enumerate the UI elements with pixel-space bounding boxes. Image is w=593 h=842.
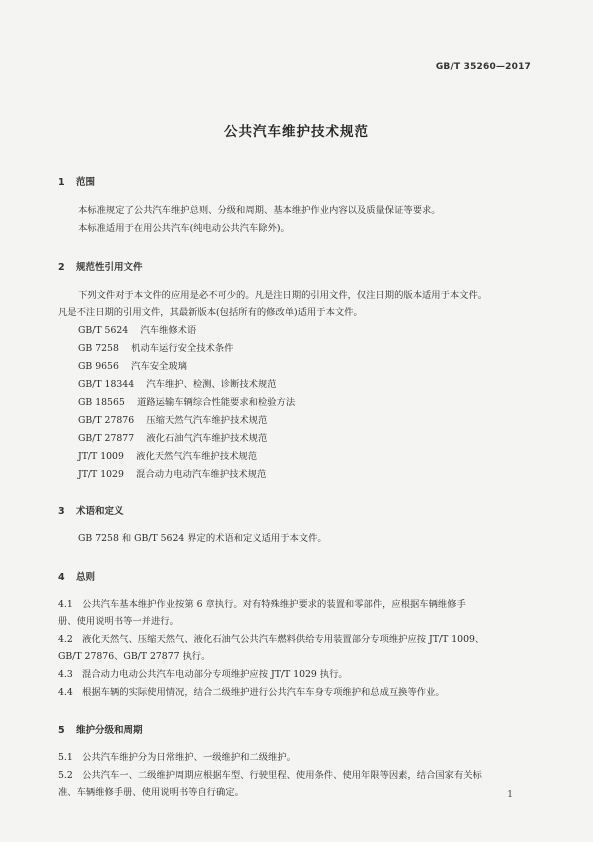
section-2-intro-1: 下列文件对于本文件的应用是必不可少的。凡是注日期的引用文件，仅注日期的版本适用于本文件。 <box>78 290 488 301</box>
section-title: 术语和定义 <box>76 506 124 517</box>
section-2-intro-2: 凡是不注日期的引用文件，其最新版本(包括所有的修改单)适用于本文件。 <box>58 307 363 318</box>
section-3-heading <box>58 503 124 517</box>
reference-name: 压缩天然气汽车维护技术规范 <box>146 415 268 426</box>
clause-4-1-line-1: 4.1 公共汽车基本维护作业按第 6 章执行。对有特殊维护要求的装置和零部件，应根据车辆维修手 <box>58 599 466 610</box>
section-number: 4 <box>58 572 65 583</box>
reference-code: GB 18565 <box>78 397 125 408</box>
page-number: 1 <box>507 790 513 800</box>
clause-4-4-line-1: 4.4 根据车辆的实际使用情况，结合二级维护进行公共汽车车身专项维护和总成互换等作业。 <box>58 687 445 698</box>
section-1-heading <box>58 174 95 188</box>
clause-5-2-line-1: 5.2 公共汽车一、二级维护周期应根据车型、行驶里程、使用条件、使用年限等因素，结合国家有关标 <box>58 770 482 781</box>
clause-4-1-line-2: 册、使用说明书等一并进行。 <box>58 616 179 627</box>
reference-item <box>78 322 196 336</box>
section-number: 1 <box>58 177 65 188</box>
reference-code: GB/T 5624 <box>78 325 129 336</box>
reference-name: 液化石油气汽车维护技术规范 <box>146 433 268 444</box>
reference-code: GB 9656 <box>78 361 119 372</box>
reference-item <box>78 394 295 408</box>
reference-name: 道路运输车辆综合性能要求和检验方法 <box>137 397 296 408</box>
clause-5-2-line-2: 准、车辆维修手册、使用说明书等自行确定。 <box>58 787 244 798</box>
reference-code: JT/T 1029 <box>78 469 124 480</box>
section-1-para-2: 本标准适用于在用公共汽车(纯电动公共汽车除外)。 <box>78 223 290 234</box>
clause-4-2-line-1: 4.2 液化天然气、压缩天然气、液化石油气公共汽车燃料供给专用装置部分专项维护应按 JT/T 1009、 <box>58 634 485 645</box>
section-title: 范围 <box>76 177 96 188</box>
section-3-para-1: GB 7258 和 GB/T 5624 界定的术语和定义适用于本文件。 <box>78 533 327 544</box>
reference-item <box>78 358 187 372</box>
reference-item <box>78 376 277 390</box>
reference-item <box>78 430 267 444</box>
reference-item <box>78 340 233 354</box>
reference-code: GB 7258 <box>78 343 119 354</box>
reference-name: 机动车运行安全技术条件 <box>131 343 234 354</box>
reference-item <box>78 448 257 462</box>
section-title: 维护分级和周期 <box>76 725 143 736</box>
section-number: 2 <box>58 262 65 273</box>
reference-name: 汽车维护、检测、诊断技术规范 <box>146 379 277 390</box>
reference-code: GB/T 27877 <box>78 433 135 444</box>
clause-4-3-line-1: 4.3 混合动力电动公共汽车电动部分专项维护应按 JT/T 1029 执行。 <box>58 669 348 680</box>
reference-name: 液化天然气汽车维护技术规范 <box>136 451 258 462</box>
standard-code: GB/T 35260—2017 <box>435 62 531 72</box>
reference-item <box>78 412 267 426</box>
section-title: 规范性引用文件 <box>76 262 143 273</box>
reference-code: GB/T 18344 <box>78 379 135 390</box>
section-4-heading <box>58 569 95 583</box>
section-number: 3 <box>58 506 65 517</box>
section-2-heading <box>58 259 143 273</box>
section-number: 5 <box>58 725 65 736</box>
clause-5-1-line-1: 5.1 公共汽车维护分为日常维护、一级维护和二级维护。 <box>58 752 296 763</box>
reference-code: GB/T 27876 <box>78 415 135 426</box>
reference-name: 混合动力电动汽车维护技术规范 <box>136 469 267 480</box>
clause-4-2-line-2: GB/T 27876、GB/T 27877 执行。 <box>58 651 211 662</box>
reference-name: 汽车安全玻璃 <box>131 361 187 372</box>
section-1-para-1: 本标准规定了公共汽车维护总则、分级和周期、基本维护作业内容以及质量保证等要求。 <box>78 205 441 216</box>
section-5-heading <box>58 722 143 736</box>
section-title: 总则 <box>76 572 96 583</box>
reference-name: 汽车维修术语 <box>140 325 197 336</box>
reference-item <box>78 466 266 480</box>
document-title: 公共汽车维护技术规范 <box>224 124 369 140</box>
reference-code: JT/T 1009 <box>78 451 124 462</box>
